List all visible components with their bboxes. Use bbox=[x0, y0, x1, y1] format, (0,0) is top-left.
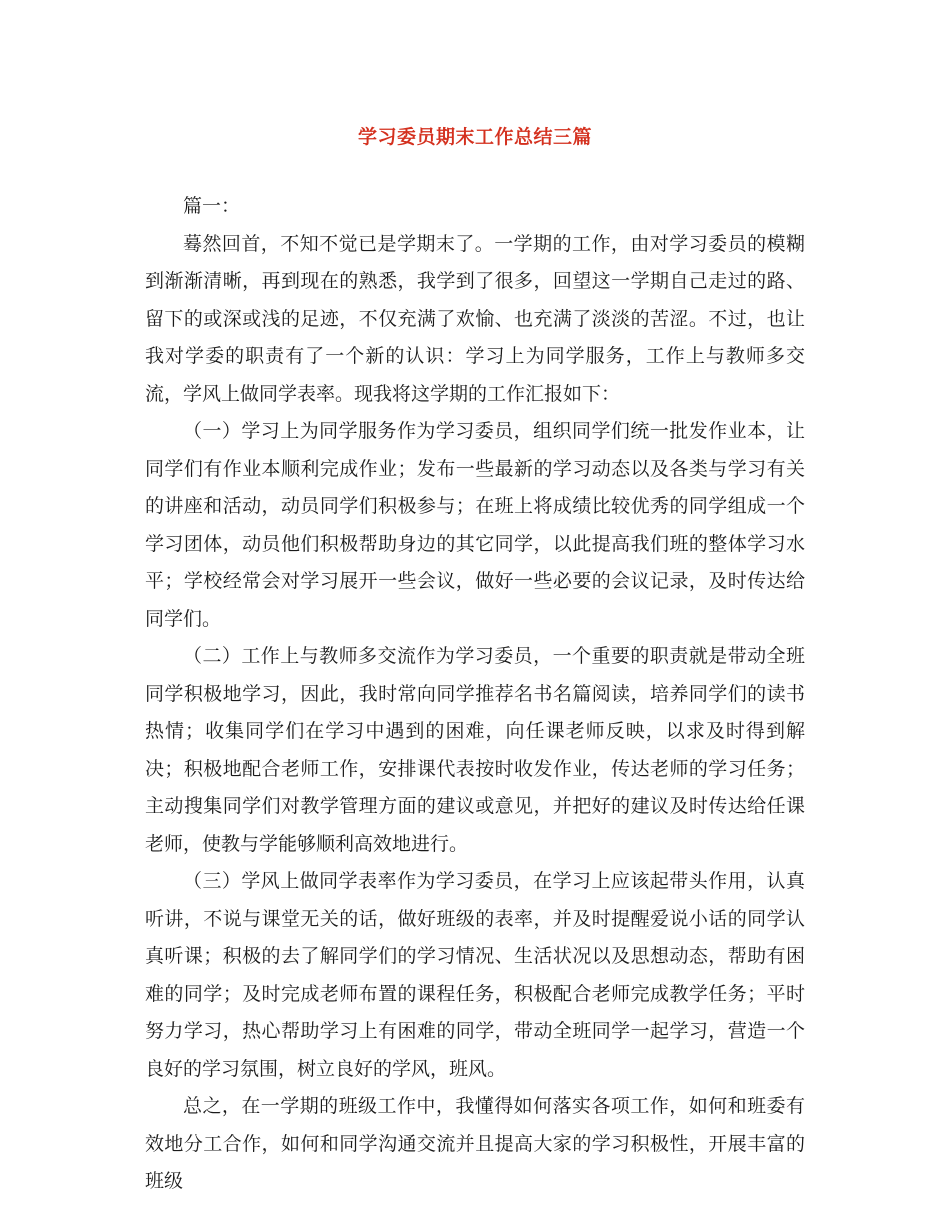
document-title: 学习委员期末工作总结三篇 bbox=[357, 126, 592, 148]
section-label: 篇一： bbox=[183, 195, 241, 217]
paragraph-part-one: （一）学习上为同学服务作为学习委员，组织同学们统一批发作业本，让同学们有作业本顺利完成作业；发布一些最新的学习动态以及各类与学习有关的讲座和活动，动员同学们积极参与；在班上将成绩比较优秀的同学组成一个学习团体，动员他们积极帮助身边的其它同学，以此提高我们班的整体学习水平；学校经常会对学习展开一些会议，做好一些必要的会议记录，及时传达给同学们。 bbox=[145, 420, 805, 630]
paragraph-part-three: （三）学风上做同学表率作为学习委员，在学习上应该起带头作用，认真听讲，不说与课堂无关的话，做好班级的表率，并及时提醒爱说小话的同学认真听课；积极的去了解同学们的学习情况、生活状况以及思想动态，帮助有困难的同学；及时完成老师布置的课程任务，积极配合老师完成教学任务；平时努力学习，热心帮助学习上有困难的同学，带动全班同学一起学习，营造一个良好的学习氛围，树立良好的学风，班风。 bbox=[145, 870, 805, 1080]
paragraph-intro: 蓦然回首，不知不觉已是学期末了。一学期的工作，由对学习委员的模糊到渐渐清晰，再到现在的熟悉，我学到了很多，回望这一学期自己走过的路、留下的或深或浅的足迹，不仅充满了欢愉、也充满了淡淡的苦涩。不过，也让我对学委的职责有了一个新的认识：学习上为同学服务，工作上与教师多交流，学风上做同学表率。现我将这学期的工作汇报如下： bbox=[145, 232, 805, 405]
document-body bbox=[145, 188, 805, 1201]
paragraph-summary: 总之，在一学期的班级工作中，我懂得如何落实各项工作，如何和班委有效地分工合作，如何和同学沟通交流并且提高大家的学习积极性，开展丰富的班级 bbox=[145, 1095, 805, 1192]
paragraph-part-two: （二）工作上与教师多交流作为学习委员，一个重要的职责就是带动全班同学积极地学习，因此，我时常向同学推荐名书名篇阅读，培养同学们的读书热情；收集同学们在学习中遇到的困难，向任课老师反映，以求及时得到解决；积极地配合老师工作，安排课代表按时收发作业，传达老师的学习任务；主动搜集同学们对教学管理方面的建议或意见，并把好的建议及时传达给任课老师，使教与学能够顺利高效地进行。 bbox=[145, 645, 805, 855]
